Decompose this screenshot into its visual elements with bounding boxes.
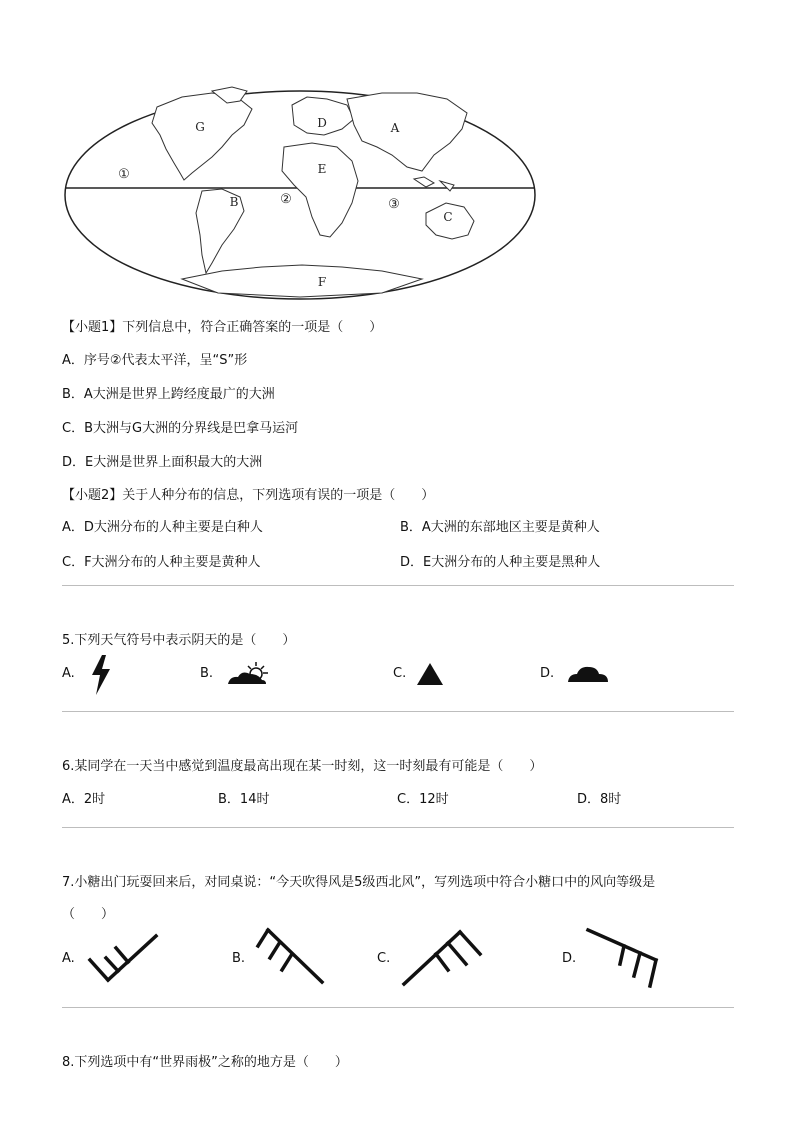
q7-option-b-label[interactable]: B.	[232, 951, 246, 966]
lightning-icon[interactable]	[90, 655, 112, 695]
sun-behind-cloud-icon[interactable]	[226, 660, 270, 688]
q8-stem: 8.下列选项中有“世界雨极”之称的地方是（ ）	[62, 1055, 348, 1070]
label-ocean-1: ①	[118, 167, 130, 182]
triangle-icon[interactable]	[416, 662, 444, 686]
q1-option-a[interactable]: A．序号②代表太平洋，呈“S”形	[62, 353, 248, 368]
q1-option-d[interactable]: D．E大洲是世界上面积最大的大洲	[62, 455, 263, 470]
wind-barb-icon[interactable]	[584, 926, 662, 990]
q2-option-c[interactable]: C．F大洲分布的人种主要是黄种人	[62, 555, 261, 570]
label-D: D	[317, 116, 327, 130]
q7-stem-continuation: （ ）	[62, 907, 115, 922]
world-map	[62, 85, 538, 305]
label-C: C	[443, 210, 453, 224]
q2-option-a[interactable]: A．D大洲分布的人种主要是白种人	[62, 520, 263, 535]
q2-option-d[interactable]: D．E大洲分布的人种主要是黑种人	[400, 555, 601, 570]
q6-option-c[interactable]: C．12时	[397, 792, 449, 807]
q5-stem: 5.下列天气符号中表示阴天的是（ ）	[62, 633, 296, 648]
q1-option-c[interactable]: C．B大洲与G大洲的分界线是巴拿马运河	[62, 421, 299, 436]
q7-option-a-label[interactable]: A.	[62, 951, 75, 966]
wind-barb-icon[interactable]	[254, 926, 326, 986]
cloud-icon[interactable]	[566, 664, 610, 684]
q2-option-b[interactable]: B．A大洲的东部地区主要是黄种人	[400, 520, 600, 535]
q1-stem: 【小题1】下列信息中，符合正确答案的一项是（ ）	[62, 320, 383, 335]
q7-stem: 7.小糖出门玩耍回来后，对同桌说：“今天吹得风是5级西北风”，写列选项中符合小糖口中的风向等级是	[62, 875, 656, 890]
q5-option-b-label[interactable]: B.	[200, 666, 214, 681]
label-B: B	[229, 195, 239, 209]
q1-option-b[interactable]: B．A大洲是世界上跨经度最广的大洲	[62, 387, 275, 402]
label-ocean-3: ③	[388, 197, 400, 212]
divider	[62, 1007, 734, 1008]
wind-barb-icon[interactable]	[84, 930, 160, 986]
divider	[62, 585, 734, 586]
label-ocean-2: ②	[280, 192, 292, 207]
q7-option-c-label[interactable]: C.	[377, 951, 391, 966]
label-G: G	[195, 120, 205, 134]
q7-option-d-label[interactable]: D.	[562, 951, 577, 966]
label-A: A	[390, 121, 400, 135]
q6-option-b[interactable]: B．14时	[218, 792, 270, 807]
divider	[62, 711, 734, 712]
label-E: E	[317, 162, 327, 176]
q6-option-a[interactable]: A．2时	[62, 792, 106, 807]
q5-option-d-label[interactable]: D.	[540, 666, 555, 681]
q2-stem: 【小题2】关于人种分布的信息，下列选项有误的一项是（ ）	[62, 488, 435, 503]
label-F: F	[317, 275, 327, 289]
q6-stem: 6.某同学在一天当中感觉到温度最高出现在某一时刻，这一时刻最有可能是（ ）	[62, 759, 543, 774]
q5-option-c-label[interactable]: C.	[393, 666, 407, 681]
wind-barb-icon[interactable]	[400, 928, 484, 988]
q5-option-a-label[interactable]: A.	[62, 666, 75, 681]
q6-option-d[interactable]: D．8时	[577, 792, 622, 807]
divider	[62, 827, 734, 828]
